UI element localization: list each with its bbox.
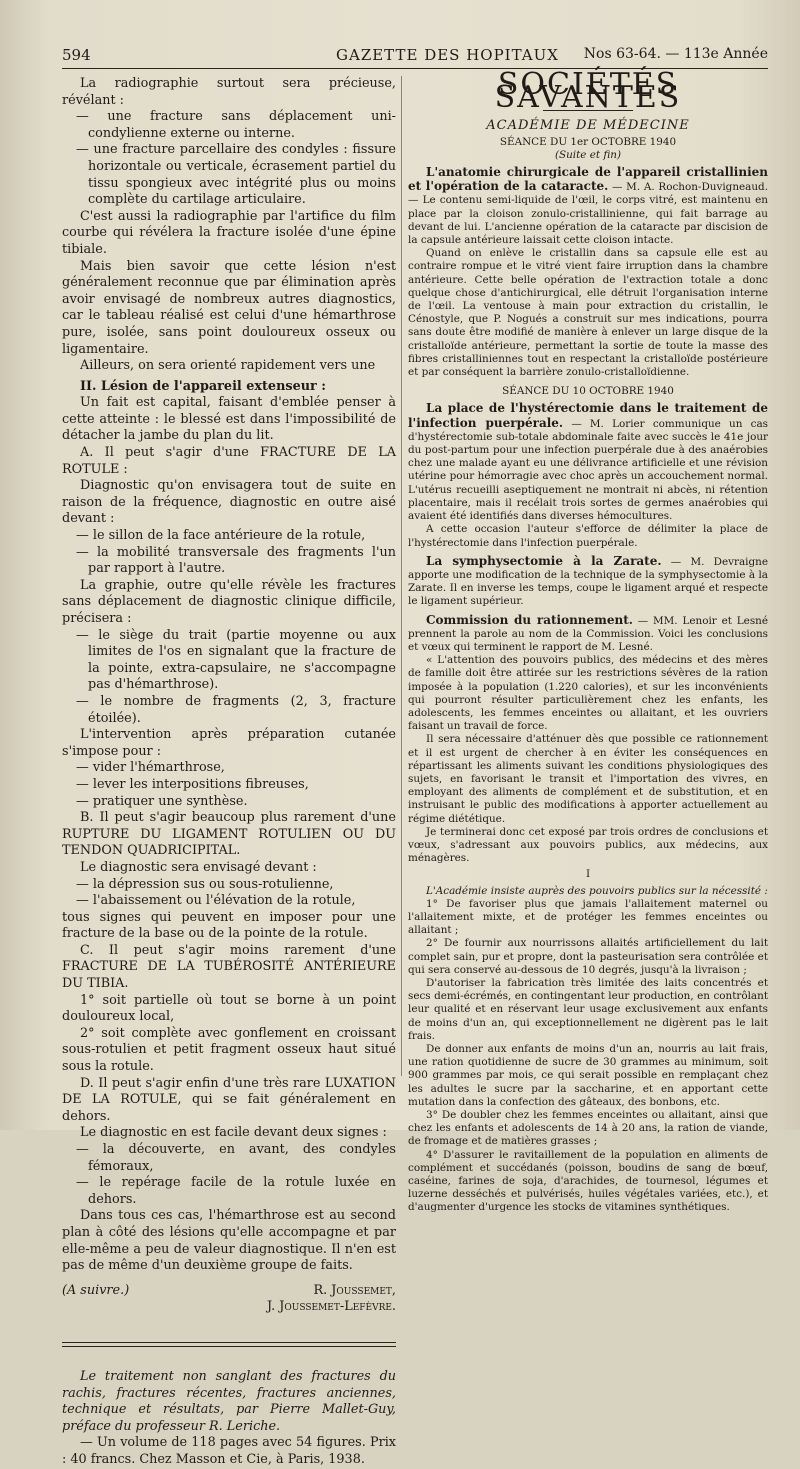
authors [267, 1283, 396, 1316]
issue-number: Nos 63-64. — 113e Année [583, 46, 768, 62]
continuation-note: (Suite et fin) [554, 148, 622, 161]
paragraph: 1° De favoriser plus que jamais l'allaitement maternel ou l'allaitement mixte, et de protéger les femmes enceintes ou allaitant ; [408, 897, 768, 937]
italic-text: L'Académie insiste auprès des pouvoirs publics sur la nécessité : [426, 884, 768, 897]
paragraph: De donner aux enfants de moins d'un an, nourris au lait frais, une ration quotidienne de sucre de 30 grammes au minimum, soit 900 grammes par mois, ce qui serait possible en remplaçant chez les adultes le sucre par la saccharine, et en apportant cette mutation dans la confection des gâteaux, des bonbons, etc. [408, 1043, 768, 1108]
paragraph: D'autoriser la fabrication très limitée des laits concentrés et secs demi-écrémés, en contingentant leur production, en contrôlant leur qualité et en réservant leur usage exclusivement aux enfants de moins d'un an, qui exceptionnellement ne digèrent pas le lait frais. [408, 977, 768, 1042]
article-text: — M. Lorier communique un cas d'hystérectomie sub-totale abdominale faite avec succès le 41e jour du post-partum pour une infection puerpérale due à des anaérobies chez une malade ayant eu une délivrance artificielle et une révision utérine pour hémorragie avec choc après un accouchement normal. L'utérus recueilli aseptiquement ne montrait ni abcès, ni rétention placentaire, mais il recélait trois sortes de germes anaérobies qui avaient été identifiés dans diverses hémocultures. [408, 417, 768, 523]
list-item: — l'abaissement ou l'élévation de la rotule, [76, 893, 356, 909]
paragraph: Dans tous ces cas, l'hémarthrose est au second plan à côté des lésions qu'elle accompagne et par elle-même a peu de valeur diagnostique. Il n'en est pas de même d'un deuxième groupe de faits. [62, 1208, 396, 1274]
article [408, 614, 768, 655]
right-column [408, 67, 768, 1215]
list-item: — le nombre de fragments (2, 3, fracture étoilée). [76, 693, 396, 726]
page-number: 594 [62, 46, 91, 64]
paragraph: Quand on enlève le cristallin dans sa capsule elle est au contraire rompue et le vitré vient faire irruption dans la chambre antérieure. Cette belle opération de l'extraction totale a donc quelque chose d'antichirurgical, elle détruit l'organisation interne de l'œil. La ventouse à main pour extraction du cristallin, le Cénostyle, que P. Nogués a construit sur mes indications, pourra sans doute être modifié de manière à enlever un large disque de la cristalloïde antérieure, permettant la sortie de toute la masse des fibres cristalliniennes tout en respectant la cristalloïde postérieure et par conséquent la barrière zonulo-cristalloïdienne. [408, 247, 768, 379]
article-title: La symphysectomie à la Zarate. [426, 553, 662, 568]
paragraph: Je terminerai donc cet exposé par trois ordres de conclusions et vœux, s'adressant aux pouvoirs publics, aux médecins, aux ménagères. [408, 825, 768, 865]
paragraph: B. Il peut s'agir beaucoup plus rarement d'une RUPTURE DU LIGAMENT ROTULIEN OU DU TENDON QUADRICIPITAL. [62, 810, 396, 859]
author-name: R. Joussemet, [313, 1282, 396, 1298]
paragraph: C'est aussi la radiographie par l'artifice du film courbe qui révélera la fracture isolée d'une épine tibiale. [62, 208, 396, 257]
paragraph: Diagnostic qu'on envisagera tout de suite en raison de la fréquence, diagnostic en outre aisé devant : [62, 478, 396, 527]
author-name: J. Joussemet-Lefèvre. [266, 1299, 396, 1315]
list-item: — le siège du trait (partie moyenne ou aux limites de l'os en signalant que la fracture de la pointe, extra-capsulaire, ne s'accompagne pas d'hémarthrose). [76, 627, 396, 693]
section-rule [62, 1342, 396, 1347]
paragraph [408, 885, 768, 898]
session-date: SÉANCE DU 1er OCTOBRE 1940 [499, 135, 677, 148]
paragraph: Mais bien savoir que cette lésion n'est généralement reconnue que par élimination après avoir envisagé de nombreux autres diagnostics, car le tableau réalisé est celui d'une hémarthrose pure, isolée, sans point douloureux osseux ou ligamentaire. [62, 258, 396, 357]
article [408, 166, 768, 247]
signature-block [62, 1283, 396, 1316]
list-item: — une fracture parcellaire des condyles : fissure horizontale ou verticale, écrasement partiel du tissu spongieux avec intégrité plus ou moins complète du cartilage articulaire. [76, 142, 396, 208]
to-be-continued: (A suivre.) [62, 1282, 130, 1298]
article-title: La place de l'hystérectomie dans le traitement de l'infection puerpérale. [408, 401, 768, 430]
list-item: — lever les interpositions fibreuses, [76, 776, 309, 792]
book-title: Le traitement non sanglant des fractures du rachis, fractures récentes, fractures anciennes, technique et résultats, par Pierre Mallet-Guy, préface du professeur R. Leriche. [62, 1368, 396, 1434]
page-header [62, 44, 768, 66]
column-separator [401, 76, 402, 1076]
academy-name: ACADÉMIE DE MÉDECINE [486, 118, 690, 134]
paragraph: Il sera nécessaire d'atténuer dès que possible ce rationnement et il est urgent de chercher à en éviter les conséquences en répartissant les aliments suivant les conditions physiologiques des sujets, en favorisant le transit et l'importation des vivres, en employant des aliments de complément et de substitution, et en instruisant le public des modifications à apporter actuellement au régime diététique. [408, 733, 768, 825]
paragraph: 4° D'assurer le ravitaillement de la population en aliments de complément et succédanés (poisson, boudins de sang de bœuf, caséine, farines de soja, d'arachides, de tournesol, légumes et luzerne desséchés et pulvérisés, huiles végétales variées, etc.), et d'augmenter d'urgence les stocks de vitamines synthétiques. [408, 1148, 768, 1214]
session-date: SÉANCE DU 10 OCTOBRE 1940 [502, 385, 674, 398]
list-item: — la dépression sus ou sous-rotulienne, [76, 876, 334, 892]
left-column [62, 76, 396, 1469]
paragraph: D. Il peut s'agir enfin d'une très rare LUXATION DE LA ROTULE, qui se fait généralement en dehors. [62, 1075, 396, 1124]
list-item: — une fracture sans déplacement uni-condylienne externe ou interne. [76, 109, 396, 141]
roman-numeral: I [585, 868, 591, 881]
paragraph: Le diagnostic sera envisagé devant : [80, 859, 317, 875]
article [408, 402, 768, 523]
article [408, 555, 768, 609]
article-text: — M. A. Rochon-Duvigneaud. — Le contenu semi-liquide de l'œil, le corps vitré, est maintenu en place par la cloison zonulo-cristallinienne, qui fait barrage au devant de lui. L'ancienne opération de la cataracte par discision de la capsule antérieure laissait cette cloison intacte. [408, 181, 768, 247]
publication-title: GAZETTE DES HOPITAUX [336, 46, 559, 64]
section-title: SOCIÉTÉS SAVANTES [494, 67, 682, 116]
paragraph: « L'attention des pouvoirs publics, des médecins et des mères de famille doit être attirée sur les restrictions sévères de la ration imposée à la population (1.220 calories), et sur les inconvénients qui pourront résulter particulièrement chez les enfants, les adolescents, les femmes enceintes ou allaitant, et les ouvriers faisant un travail de force. [408, 654, 768, 733]
paragraph: C. Il peut s'agir moins rarement d'une FRACTURE DE LA TUBÉROSITÉ ANTÉRIEURE DU TIBIA. [62, 942, 396, 992]
paragraph: tous signes qui peuvent en imposer pour une fracture de la base ou de la pointe de la rotule. [62, 909, 396, 942]
list-item: — la mobilité transversale des fragments l'un par rapport à l'autre. [76, 544, 396, 577]
section-heading: II. Lésion de l'appareil extenseur : [80, 378, 326, 394]
paragraph: Ailleurs, on sera orienté rapidement vers une [80, 358, 376, 374]
article-text: — M. Devraigne apporte une modification de la technique de la symphysectomie à la Zarate. Il en inverse les temps, coupe le ligament arqué et respecte le ligament supérieur. [408, 555, 768, 608]
paragraph: A. Il peut s'agir d'une FRACTURE DE LA ROTULE : [62, 445, 396, 477]
paragraph: 2° De fournir aux nourrissons allaités artificiellement du lait complet sain, pur et propre, dont la pasteurisation sera contrôlée et qui sera conservé au-dessous de 10 degrés, jusqu'à la livraison ; [408, 937, 768, 976]
paragraph: A cette occasion l'auteur s'efforce de délimiter la place de l'hystérectomie dans l'infection puerpérale. [408, 523, 768, 549]
list-item: — le repérage facile de la rotule luxée en dehors. [76, 1175, 396, 1207]
list-item: — la découverte, en avant, des condyles fémoraux, [76, 1142, 396, 1174]
article-text: — MM. Lenoir et Lesné prennent la parole au nom de la Commission. Voici les conclusions et vœux qui terminent le rapport de M. Lesné. [408, 614, 768, 653]
article-title: L'anatomie chirurgicale de l'appareil cristallinien et l'opération de la cataracte. [408, 165, 768, 194]
paragraph: Le diagnostic en est facile devant deux signes : [80, 1125, 387, 1141]
paragraph: 3° De doubler chez les femmes enceintes ou allaitant, ainsi que chez les enfants et adolescents de 14 à 20 ans, la ration de viande, de fromage et de matières grasses ; [408, 1109, 768, 1148]
paragraph: 1° soit partielle où tout se borne à un point douloureux local, [62, 992, 396, 1025]
paragraph: L'intervention après préparation cutanée s'impose pour : [62, 727, 396, 759]
paragraph: La radiographie surtout sera précieuse, révélant : [62, 76, 396, 108]
book-review [62, 1369, 396, 1435]
paragraph: 2° soit complète avec gonflement en croissant sous-rotulien et petit fragment osseux haut situé sous la rotule. [62, 1025, 396, 1075]
paragraph: Un fait est capital, faisant d'emblée penser à cette atteinte : le blessé est dans l'impossibilité de détacher la jambe du plan du lit. [62, 395, 396, 444]
article-title: Commission du rationnement. [426, 612, 633, 627]
list-item: — vider l'hémarthrose, [76, 760, 225, 776]
list-item: — le sillon de la face antérieure de la rotule, [76, 528, 366, 544]
list-item: — pratiquer une synthèse. [76, 793, 248, 809]
paragraph: La graphie, outre qu'elle révèle les fractures sans déplacement de diagnostic clinique difficile, précisera : [62, 577, 396, 626]
book-details: — Un volume de 118 pages avec 54 figures. Prix : 40 francs. Chez Masson et Cie, à Paris, 1938. [62, 1435, 396, 1467]
